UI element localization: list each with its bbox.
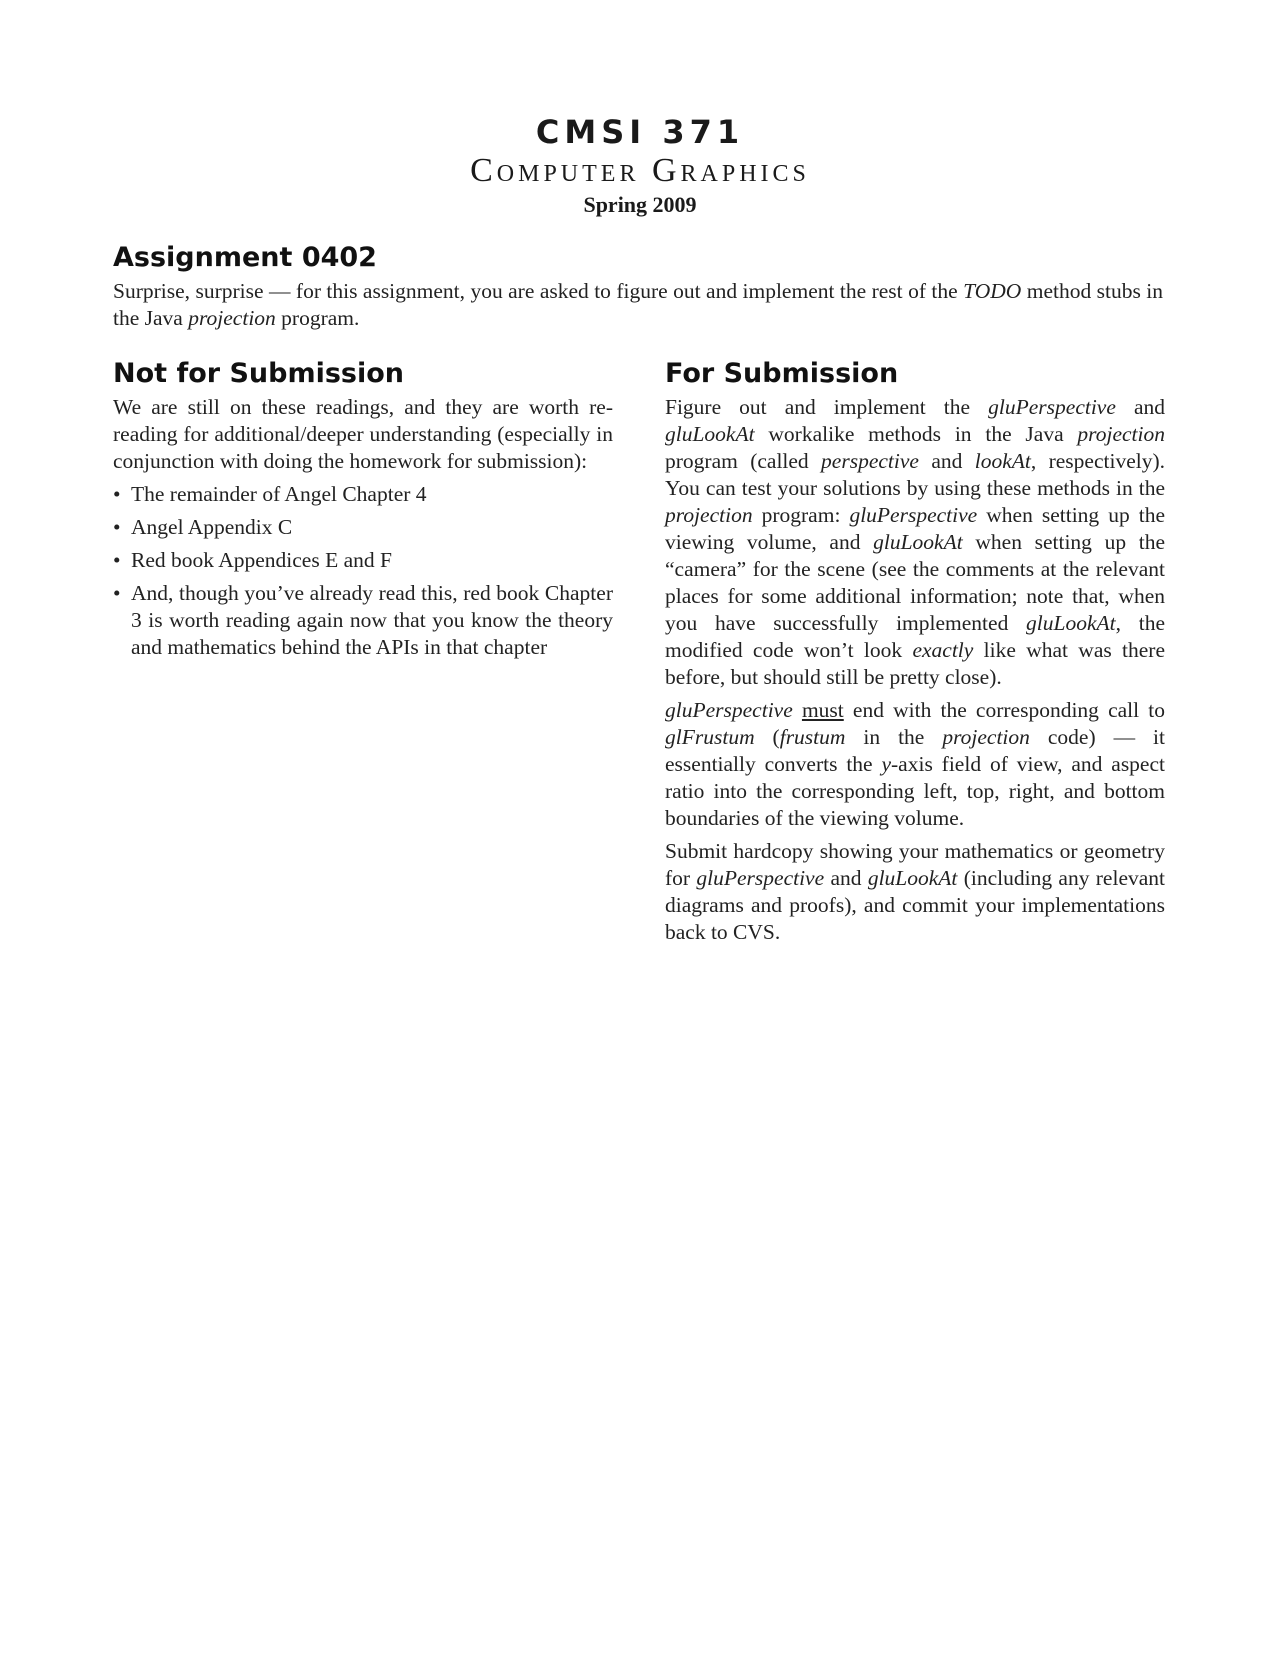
code-term: gluLookAt	[665, 422, 755, 446]
text: in the	[845, 725, 943, 749]
code-term: glFrustum	[665, 725, 755, 749]
text: workalike methods in the Java	[754, 422, 1078, 446]
course-name: Computer Graphics	[470, 152, 810, 189]
for-submission-heading: For Submission	[665, 358, 899, 389]
list-item-text: The remainder of Angel Chapter 4	[131, 482, 427, 506]
not-for-submission-heading: Not for Submission	[113, 358, 405, 389]
text: and	[1115, 395, 1166, 419]
code-term: perspective	[821, 449, 919, 473]
for-submission-column	[665, 356, 1165, 946]
submission-paragraph-2	[665, 697, 1165, 832]
list-item	[113, 547, 613, 574]
list-item-text: Angel Appendix C	[131, 515, 293, 539]
code-term: projection	[665, 503, 753, 527]
list-item	[113, 514, 613, 541]
text: -axis field of view, and aspect ratio into the corresponding left, top, right, and bottom boundaries of the viewing volume.	[665, 752, 1165, 830]
text: program (called	[665, 449, 822, 473]
bullet: •	[113, 482, 121, 506]
term: Spring 2009	[583, 192, 697, 217]
list-item	[113, 481, 613, 508]
document-header	[0, 112, 1280, 220]
text: , the modified code won’t look	[665, 611, 1165, 662]
code-term: gluPerspective	[988, 395, 1116, 419]
code-term: gluPerspective	[696, 866, 825, 890]
submission-paragraph-3	[665, 838, 1165, 946]
code-term: lookAt	[974, 449, 1031, 473]
intro-todo: TODO	[963, 279, 1022, 303]
list-item-text: Red book Appendices E and F	[131, 548, 392, 572]
readings-intro: We are still on these readings, and they are worth re-reading for additional/deeper understanding (especially in conjunction with doing the homework for submission):	[113, 395, 613, 473]
text: Figure out and implement the	[665, 395, 989, 419]
math-var: y	[881, 752, 892, 776]
text: Submit hardcopy showing your mathematics or geometry for	[665, 839, 1165, 890]
assignment-intro	[113, 278, 1163, 332]
text	[793, 698, 802, 722]
code-term: gluLookAt	[867, 866, 958, 890]
assignment-title: Assignment 0402	[113, 242, 377, 273]
code-term: gluPerspective	[849, 503, 978, 527]
emphasis: exactly	[912, 638, 974, 662]
text: end with the corresponding call to	[843, 698, 1165, 722]
submission-paragraph-1	[665, 394, 1165, 691]
text: code) — it essentially converts the	[665, 725, 1165, 776]
text: when setting up the viewing volume, and	[665, 503, 1165, 554]
intro-projection: projection	[188, 306, 276, 330]
text: , respectively). You can test your solutions by using these methods in the	[665, 449, 1165, 500]
list-item	[113, 580, 613, 661]
code-term: gluLookAt	[1026, 611, 1116, 635]
text: when setting up the “camera” for the scene (see the comments at the relevant places for some additional information; note that, when you have successfully implemented	[665, 530, 1165, 635]
code-term: projection	[942, 725, 1030, 749]
intro-text: method stubs in the Java	[113, 279, 1164, 330]
text: (including any relevant diagrams and proofs), and commit your implementations back to CVS.	[665, 866, 1166, 944]
code-term: projection	[1077, 422, 1165, 446]
readings-list	[113, 481, 613, 661]
assignment-section	[113, 240, 1163, 332]
emphasis: must	[801, 698, 844, 722]
list-item-text: And, though you’ve already read this, red book Chapter 3 is worth reading again now that you know the theory and mathematics behind the APIs in that chapter	[131, 581, 613, 659]
text: and	[918, 449, 975, 473]
bullet: •	[113, 548, 121, 572]
course-code: CMSI 371	[535, 113, 745, 151]
intro-text: Surprise, surprise — for this assignment, you are asked to figure out and implement the rest of the	[113, 279, 964, 303]
code-term: gluLookAt	[873, 530, 963, 554]
text: and	[824, 866, 868, 890]
not-for-submission-column	[113, 356, 613, 667]
text: (	[754, 725, 780, 749]
bullet: •	[113, 581, 121, 605]
bullet: •	[113, 515, 121, 539]
code-term: gluPerspective	[665, 698, 793, 722]
code-term: frustum	[779, 725, 846, 749]
text: program:	[752, 503, 850, 527]
intro-text: program.	[275, 306, 360, 330]
text: like what was there before, but should still be pretty close).	[665, 638, 1166, 689]
